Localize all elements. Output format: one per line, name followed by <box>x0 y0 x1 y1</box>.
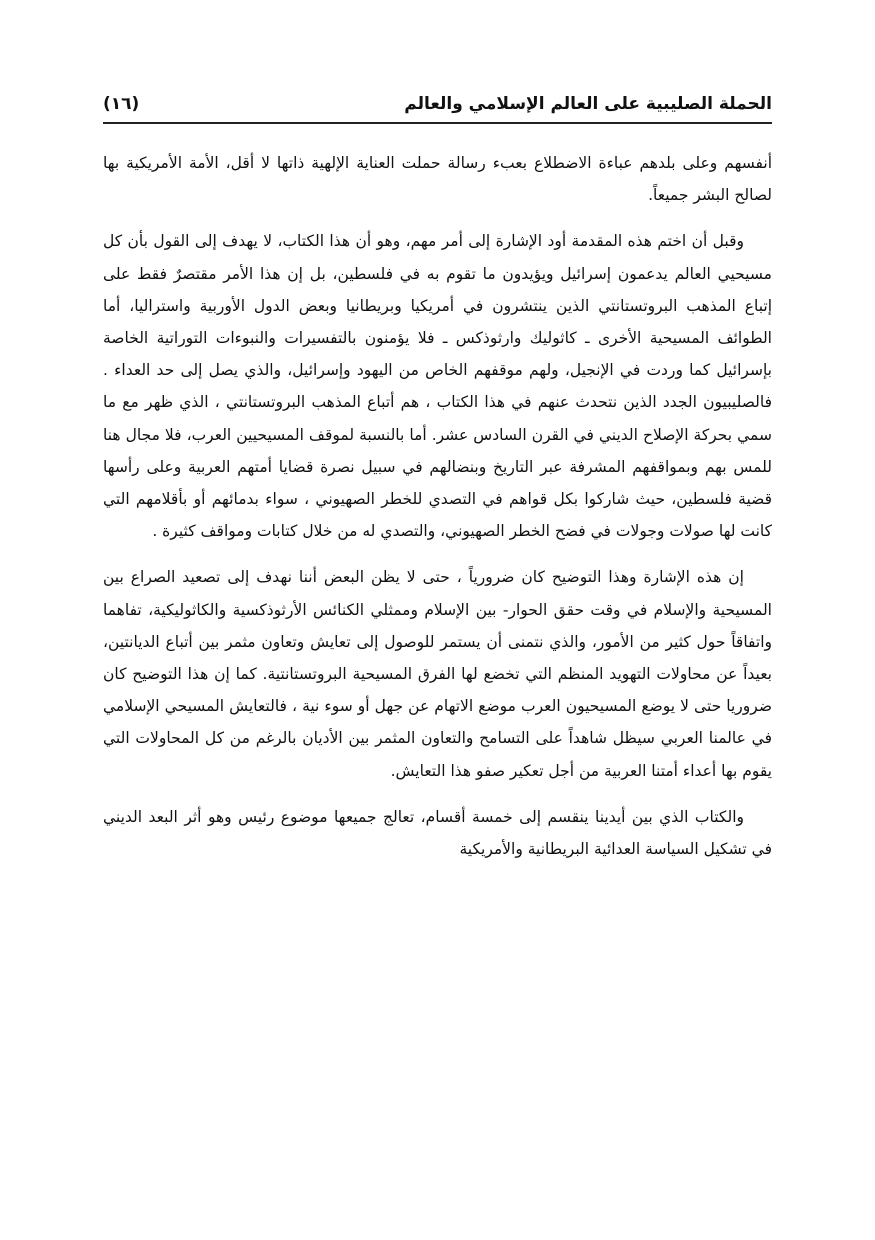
book-title: الحملة الصليبية على العالم الإسلامي والعالم <box>404 94 772 114</box>
paragraph: إن هذه الإشارة وهذا التوضيح كان ضرورياً ، حتى لا يظن البعض أننا نهدف إلى تصعيد الصراع بين المسيحية والإسلام في وقت حقق الحوار- بين الإسلام وممثلي الكنائس الأرثوذكسية والكاثوليكية، تفاهما واتفاقاً حول كثير من الأمور، والذي نتمنى أن يستمر للوصول إلى تعايش وتعاون مثمر بين أتباع الديانتين، بعيداً عن محاولات التهويد المنظم التي تخضع لها الفرق المسيحية البروتستانتية. كما إن هذا التوضيح كان ضروريا حتى لا يوضع المسيحيون العرب موضع الاتهام عن جهل أو سوء نية ، فالتعايش المسيحي الإسلامي في عالمنا العربي سيظل شاهداً على التسامح والتعاون المثمر بين الأديان بالرغم من كل المحاولات التي يقوم بها أعداء أمتنا العربية من أجل تعكير صفو هذا التعايش. <box>103 568 772 780</box>
paragraph: وقبل أن اختم هذه المقدمة أود الإشارة إلى أمر مهم، وهو أن هذا الكتاب، لا يهدف إلى القول بأن كل مسيحيي العالم يدعمون إسرائيل ويؤيدون ما تقوم به في فلسطين، بل إن هذا الأمر مقتصرٌ فقط على إتباع المذهب البروتستانتي الذين ينتشرون في أمريكيا وبريطانيا وبعض الدول الأوربية واستراليا، أما الطوائف المسيحية الأخرى ـ كاثوليك وارثوذكس ـ فلا يؤمنون بالتفسيرات والنبوءات التوراتية الخاصة بإسرائيل كما وردت في الإنجيل، ولهم موقفهم الخاص من اليهود وإسرائيل، والذي يصل إلى حد العداء . فالصليبيون الجدد الذين نتحدث عنهم في هذا الكتاب ، هم أتباع المذهب البروتستانتي ، الذي ظهر مع ما سمي بحركة الإصلاح الديني في القرن السادس عشر. أما بالنسبة لموقف المسيحيين العرب، فلا مجال هنا للمس بهم وبمواقفهم المشرفة عبر التاريخ وبنضالهم في سبيل نصرة قضايا أمتهم العربية وعلى رأسها قضية فلسطين، حيث شاركوا بكل قواهم في التصدي للخطر الصهيوني ، سواء بدمائهم أو بأقلامهم التي كانت لها صولات وجولات في فضح الخطر الصهيوني، والتصدي له من خلال كتابات ومواقف كثيرة . <box>103 232 772 541</box>
running-header <box>103 86 772 124</box>
paragraph-continuation: أنفسهم وعلى بلدهم عباءة الاضطلاع بعبء رسالة حملت العناية الإلهية ذاتها لا أقل، الأمة الأمريكية بها لصالح البشر جميعاً. <box>103 154 772 205</box>
page-number: (١٦) <box>103 94 140 114</box>
body-text <box>103 147 772 879</box>
paragraph: والكتاب الذي بين أيدينا ينقسم إلى خمسة أقسام، تعالج جميعها موضوع رئيس وهو أثر البعد الديني في تشكيل السياسة العدائية البريطانية والأمريكية <box>103 807 772 859</box>
